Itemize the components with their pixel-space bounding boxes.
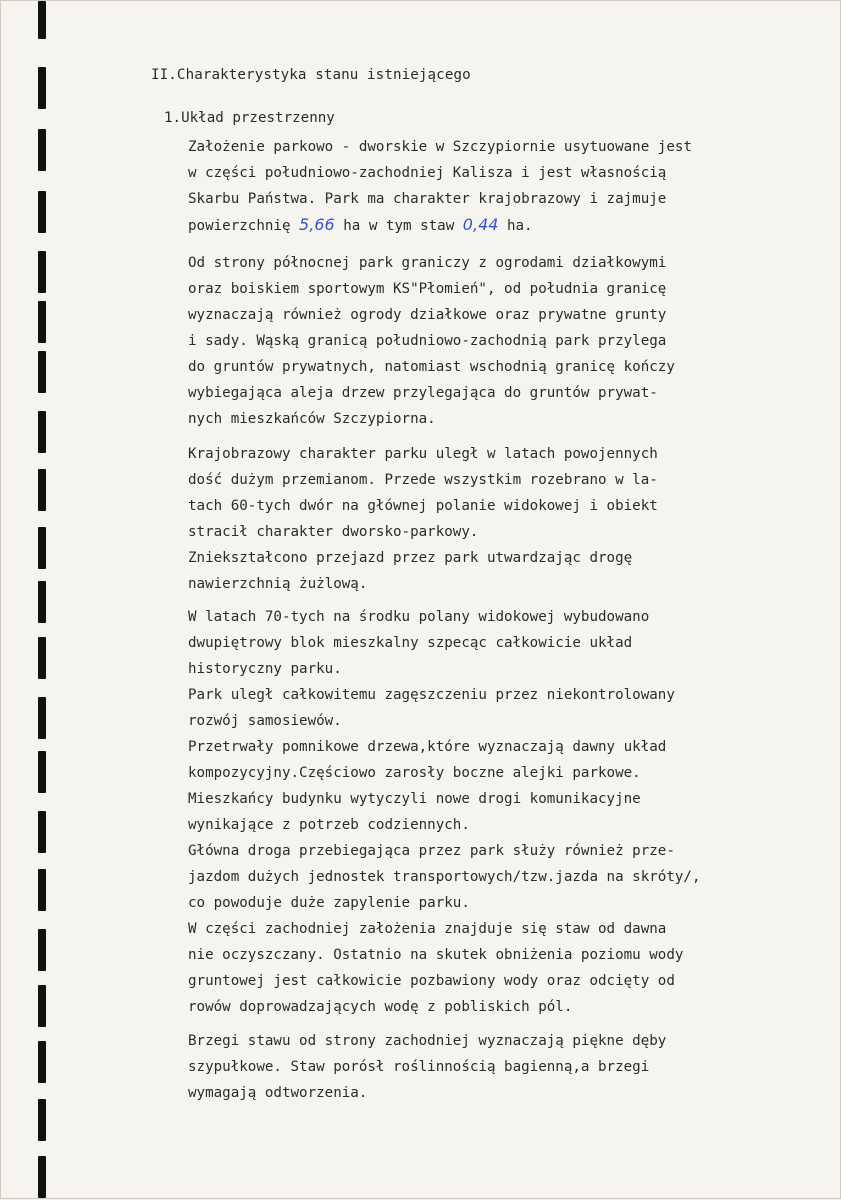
- text-line: Brzegi stawu od strony zachodniej wyznaczają piękne dęby: [188, 1033, 667, 1049]
- binding-hole: [38, 1099, 46, 1141]
- text-fragment: ha w tym staw: [334, 218, 463, 234]
- binding-holes: [34, 1, 48, 1200]
- text-line: oraz boiskiem sportowym KS"Płomień", od południa granicę: [188, 281, 667, 297]
- text-line: nych mieszkańców Szczypiorna.: [188, 411, 436, 427]
- binding-hole: [38, 251, 46, 293]
- paragraph-3: [188, 441, 658, 597]
- paragraph-1: [188, 134, 692, 238]
- binding-hole: [38, 351, 46, 393]
- binding-hole: [38, 411, 46, 453]
- text-line: w części południowo-zachodniej Kalisza i jest własnością: [188, 165, 667, 181]
- handwritten-pond-value: 0,44: [462, 215, 499, 234]
- text-line: gruntowej jest całkowicie pozbawiony wody oraz odcięty od: [188, 973, 675, 989]
- binding-hole: [38, 581, 46, 623]
- binding-hole: [38, 191, 46, 233]
- binding-hole: [38, 751, 46, 793]
- binding-hole: [38, 1041, 46, 1083]
- text-line: rozwój samosiewów.: [188, 713, 342, 729]
- text-line: dwupiętrowy blok mieszkalny szpecąc całkowicie układ: [188, 635, 633, 651]
- text-line: Mieszkańcy budynku wytyczyli nowe drogi komunikacyjne: [188, 791, 641, 807]
- text-line: stracił charakter dworsko-parkowy.: [188, 524, 479, 540]
- text-line: co powoduje duże zapylenie parku.: [188, 895, 470, 911]
- text-line: Od strony północnej park graniczy z ogrodami działkowymi: [188, 255, 667, 271]
- binding-hole: [38, 129, 46, 171]
- text-line: do gruntów prywatnych, natomiast wschodnią granicę kończy: [188, 359, 675, 375]
- text-line: W latach 70-tych na środku polany widokowej wybudowano: [188, 609, 650, 625]
- binding-hole: [38, 301, 46, 343]
- binding-hole: [38, 869, 46, 911]
- text-line: Krajobrazowy charakter parku uległ w latach powojennych: [188, 446, 658, 462]
- binding-hole: [38, 985, 46, 1027]
- binding-hole: [38, 697, 46, 739]
- binding-hole: [38, 67, 46, 109]
- text-fragment: powierzchnię: [188, 218, 300, 234]
- text-line: i sady. Wąską granicą południowo-zachodnią park przylega: [188, 333, 667, 349]
- binding-hole: [38, 637, 46, 679]
- text-fragment: ha.: [498, 218, 533, 234]
- text-line: jazdom dużych jednostek transportowych/tzw.jazda na skróty/,: [188, 869, 701, 885]
- text-line: historyczny parku.: [188, 661, 342, 677]
- paragraph-5: [188, 1028, 666, 1106]
- text-line: wynikające z potrzeb codziennych.: [188, 817, 470, 833]
- section-title: II.Charakterystyka stanu istniejącego: [151, 67, 471, 83]
- text-line: kompozycyjny.Częściowo zarosły boczne alejki parkowe.: [188, 765, 641, 781]
- handwritten-area-value: 5,66: [299, 215, 335, 234]
- binding-hole: [38, 929, 46, 971]
- binding-hole: [38, 1156, 46, 1198]
- text-line: wymagają odtworzenia.: [188, 1085, 368, 1101]
- binding-hole: [38, 811, 46, 853]
- binding-hole: [38, 527, 46, 569]
- paragraph-2: [188, 250, 675, 432]
- text-line: wybiegająca aleja drzew przylegająca do gruntów prywat-: [188, 385, 658, 401]
- text-line: Park uległ całkowitemu zagęszczeniu przez niekontrolowany: [188, 687, 675, 703]
- text-line: dość dużym przemianom. Przede wszystkim rozebrano w la-: [188, 472, 658, 488]
- text-line: Zniekształcono przejazd przez park utwardzając drogę: [188, 550, 633, 566]
- text-line: nie oczyszczany. Ostatnio na skutek obniżenia poziomu wody: [188, 947, 684, 963]
- text-line: Skarbu Państwa. Park ma charakter krajobrazowy i zajmuje: [188, 191, 667, 207]
- text-line: W części zachodniej założenia znajduje się staw od dawna: [188, 921, 667, 937]
- binding-hole: [38, 1, 46, 39]
- text-line: Przetrwały pomnikowe drzewa,które wyznaczają dawny układ: [188, 739, 667, 755]
- text-line: Główna droga przebiegająca przez park służy również prze-: [188, 843, 675, 859]
- text-line-area: [188, 212, 692, 238]
- binding-hole: [38, 469, 46, 511]
- text-line: Założenie parkowo - dworskie w Szczypiornie usytuowane jest: [188, 139, 692, 155]
- text-line: nawierzchnią żużlową.: [188, 576, 368, 592]
- text-line: tach 60-tych dwór na głównej polanie widokowej i obiekt: [188, 498, 658, 514]
- text-line: rowów doprowadzających wodę z pobliskich pól.: [188, 999, 573, 1015]
- text-line: wyznaczają również ogrody działkowe oraz prywatne grunty: [188, 307, 667, 323]
- subsection-title: 1.Układ przestrzenny: [164, 110, 335, 126]
- paragraph-4: [188, 604, 701, 1020]
- text-line: szypułkowe. Staw porósł roślinnością bagienną,a brzegi: [188, 1059, 650, 1075]
